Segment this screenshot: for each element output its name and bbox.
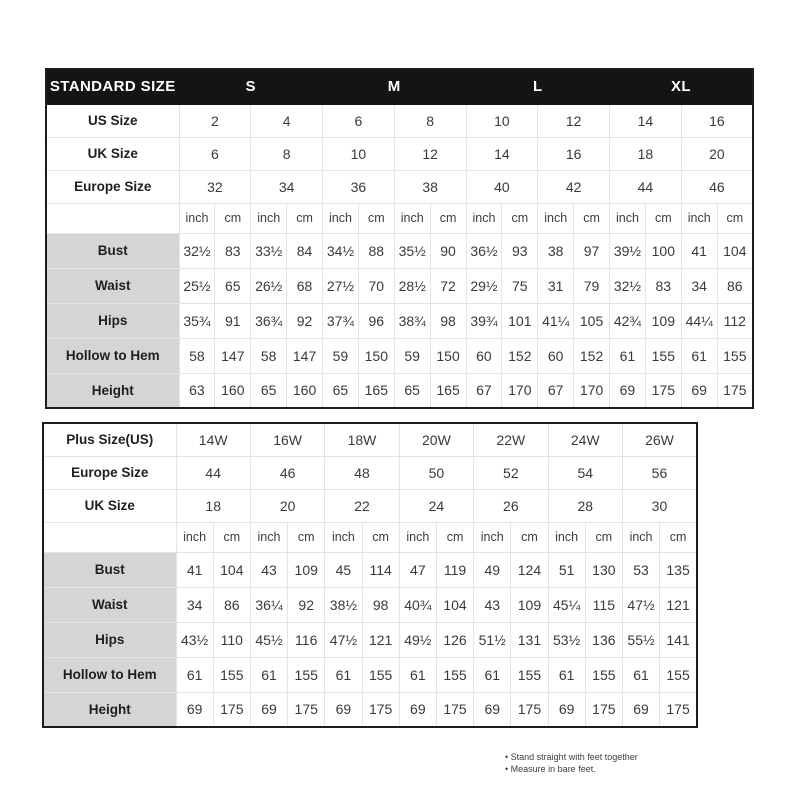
measure-cell: 61 [399, 657, 436, 692]
measure-cell: 175 [362, 692, 399, 727]
size-cell: 32 [179, 170, 251, 203]
measure-cell: 59 [323, 338, 359, 373]
measure-cell: 170 [502, 373, 538, 408]
measure-cell: 38¾ [394, 303, 430, 338]
measure-cell: 147 [215, 338, 251, 373]
measure-cell: 96 [358, 303, 394, 338]
measure-cell: 75 [502, 268, 538, 303]
measure-cell: 58 [251, 338, 287, 373]
unit-cell: inch [610, 203, 646, 233]
measure-cell: 98 [362, 587, 399, 622]
measure-cell: 36¾ [251, 303, 287, 338]
row-label: US Size [46, 104, 179, 137]
row-label: Hips [46, 303, 179, 338]
measure-cell: 58 [179, 338, 215, 373]
size-cell: 14 [466, 137, 538, 170]
size-cell: 24W [548, 423, 622, 456]
measure-cell: 37¾ [323, 303, 359, 338]
measure-cell: 36¼ [250, 587, 287, 622]
measure-cell: 91 [215, 303, 251, 338]
measure-cell: 38½ [325, 587, 362, 622]
row-label: Europe Size [43, 456, 176, 489]
size-row [46, 170, 753, 203]
size-row [46, 104, 753, 137]
unit-cell: cm [660, 522, 697, 552]
size-cell: 48 [325, 456, 399, 489]
measure-cell: 34 [681, 268, 717, 303]
unit-cell: inch [399, 522, 436, 552]
unit-cell: inch [548, 522, 585, 552]
measure-cell: 65 [394, 373, 430, 408]
measure-row [46, 338, 753, 373]
measure-cell: 116 [288, 622, 325, 657]
unit-cell: cm [215, 203, 251, 233]
measure-cell: 35¾ [179, 303, 215, 338]
unit-cell: cm [436, 522, 473, 552]
standard-table-body [46, 69, 753, 408]
measure-cell: 72 [430, 268, 466, 303]
measure-cell: 152 [574, 338, 610, 373]
table-header-row [46, 69, 753, 104]
size-cell: 20W [399, 423, 473, 456]
measure-cell: 119 [436, 552, 473, 587]
size-cell: 46 [681, 170, 753, 203]
size-cell: 4 [251, 104, 323, 137]
measure-row [46, 268, 753, 303]
measure-cell: 155 [660, 657, 697, 692]
size-group-header: M [323, 69, 467, 104]
measure-cell: 155 [511, 657, 548, 692]
measure-cell: 69 [681, 373, 717, 408]
unit-cell: cm [430, 203, 466, 233]
size-row [43, 489, 697, 522]
row-label: UK Size [43, 489, 176, 522]
measure-row [43, 657, 697, 692]
measure-cell: 69 [474, 692, 511, 727]
measure-cell: 61 [681, 338, 717, 373]
measure-cell: 60 [466, 338, 502, 373]
measure-cell: 49½ [399, 622, 436, 657]
size-row [46, 137, 753, 170]
size-cell: 22W [474, 423, 548, 456]
measure-cell: 109 [288, 552, 325, 587]
unit-cell: cm [645, 203, 681, 233]
measure-cell: 61 [325, 657, 362, 692]
measure-cell: 61 [610, 338, 646, 373]
size-cell: 6 [323, 104, 395, 137]
measure-cell: 86 [213, 587, 250, 622]
measure-cell: 27½ [323, 268, 359, 303]
measure-cell: 61 [176, 657, 213, 692]
measure-cell: 121 [362, 622, 399, 657]
measure-cell: 83 [645, 268, 681, 303]
measure-cell: 55½ [622, 622, 659, 657]
measure-cell: 69 [622, 692, 659, 727]
unit-cell: inch [251, 203, 287, 233]
measure-cell: 47½ [325, 622, 362, 657]
measure-cell: 165 [358, 373, 394, 408]
unit-cell: inch [325, 522, 362, 552]
measure-cell: 175 [511, 692, 548, 727]
measure-row [43, 587, 697, 622]
measure-cell: 155 [436, 657, 473, 692]
measure-cell: 175 [213, 692, 250, 727]
measure-cell: 42¾ [610, 303, 646, 338]
row-label: Height [43, 692, 176, 727]
measure-cell: 41 [176, 552, 213, 587]
measure-cell: 35½ [394, 233, 430, 268]
measure-cell: 110 [213, 622, 250, 657]
measure-cell: 152 [502, 338, 538, 373]
size-cell: 16 [538, 137, 610, 170]
measure-row [43, 552, 697, 587]
measure-cell: 155 [288, 657, 325, 692]
measure-cell: 84 [287, 233, 323, 268]
row-label: Hollow to Hem [46, 338, 179, 373]
row-label: UK Size [46, 137, 179, 170]
measure-cell: 61 [474, 657, 511, 692]
measure-cell: 53½ [548, 622, 585, 657]
measure-cell: 175 [717, 373, 753, 408]
measure-cell: 93 [502, 233, 538, 268]
unit-cell: cm [585, 522, 622, 552]
measure-cell: 65 [251, 373, 287, 408]
unit-cell: cm [717, 203, 753, 233]
measure-row [43, 622, 697, 657]
row-label: Hollow to Hem [43, 657, 176, 692]
measure-cell: 45½ [250, 622, 287, 657]
size-cell: 20 [681, 137, 753, 170]
measure-cell: 150 [430, 338, 466, 373]
size-cell: 38 [394, 170, 466, 203]
size-cell: 10 [466, 104, 538, 137]
row-label: Waist [43, 587, 176, 622]
measure-cell: 147 [287, 338, 323, 373]
measure-cell: 51½ [474, 622, 511, 657]
size-cell: 44 [176, 456, 250, 489]
size-cell: 16 [681, 104, 753, 137]
measure-row [46, 373, 753, 408]
measure-cell: 49 [474, 552, 511, 587]
measure-cell: 67 [538, 373, 574, 408]
measure-cell: 175 [436, 692, 473, 727]
measure-cell: 121 [660, 587, 697, 622]
measure-cell: 141 [660, 622, 697, 657]
size-cell: 50 [399, 456, 473, 489]
measure-cell: 100 [645, 233, 681, 268]
measure-cell: 61 [622, 657, 659, 692]
measure-cell: 155 [362, 657, 399, 692]
measure-cell: 105 [574, 303, 610, 338]
measure-cell: 41¼ [538, 303, 574, 338]
measure-cell: 109 [511, 587, 548, 622]
measure-cell: 39¾ [466, 303, 502, 338]
measure-cell: 165 [430, 373, 466, 408]
plus-size-table [42, 422, 698, 728]
row-label: Bust [46, 233, 179, 268]
measurement-notes [505, 751, 638, 775]
measure-cell: 135 [660, 552, 697, 587]
measure-cell: 136 [585, 622, 622, 657]
measure-cell: 38 [538, 233, 574, 268]
size-cell: 54 [548, 456, 622, 489]
measure-cell: 79 [574, 268, 610, 303]
measure-cell: 25½ [179, 268, 215, 303]
measure-row [46, 303, 753, 338]
measure-cell: 28½ [394, 268, 430, 303]
measure-cell: 88 [358, 233, 394, 268]
size-cell: 46 [250, 456, 324, 489]
measure-cell: 69 [610, 373, 646, 408]
size-cell: 24 [399, 489, 473, 522]
measure-cell: 26½ [251, 268, 287, 303]
measure-cell: 83 [215, 233, 251, 268]
measure-cell: 63 [179, 373, 215, 408]
unit-cell: inch [179, 203, 215, 233]
measure-cell: 155 [213, 657, 250, 692]
measure-cell: 31 [538, 268, 574, 303]
measure-cell: 69 [399, 692, 436, 727]
size-cell: 20 [250, 489, 324, 522]
unit-row [46, 203, 753, 233]
measure-cell: 32½ [610, 268, 646, 303]
unit-cell: cm [288, 522, 325, 552]
measure-row [46, 233, 753, 268]
measure-cell: 51 [548, 552, 585, 587]
note-stand-straight: • Stand straight with feet together [505, 751, 638, 763]
row-label: Europe Size [46, 170, 179, 203]
measure-cell: 160 [215, 373, 251, 408]
row-label: Height [46, 373, 179, 408]
measure-cell: 112 [717, 303, 753, 338]
size-cell: 12 [394, 137, 466, 170]
size-cell: 26W [622, 423, 697, 456]
unit-cell: cm [358, 203, 394, 233]
unit-cell: inch [622, 522, 659, 552]
measure-cell: 53 [622, 552, 659, 587]
measure-cell: 175 [288, 692, 325, 727]
size-row [43, 456, 697, 489]
measure-cell: 155 [717, 338, 753, 373]
measure-cell: 109 [645, 303, 681, 338]
measure-cell: 43 [474, 587, 511, 622]
size-cell: 18 [176, 489, 250, 522]
measure-cell: 34½ [323, 233, 359, 268]
size-cell: 8 [251, 137, 323, 170]
measure-cell: 40¾ [399, 587, 436, 622]
unit-cell: cm [511, 522, 548, 552]
size-cell: 40 [466, 170, 538, 203]
size-cell: 14 [610, 104, 682, 137]
measure-cell: 61 [548, 657, 585, 692]
size-cell: 18 [610, 137, 682, 170]
size-row [43, 423, 697, 456]
measure-cell: 29½ [466, 268, 502, 303]
unit-row-spacer [43, 522, 176, 552]
measure-cell: 131 [511, 622, 548, 657]
measure-cell: 65 [323, 373, 359, 408]
measure-cell: 170 [574, 373, 610, 408]
measure-cell: 70 [358, 268, 394, 303]
size-group-header: XL [610, 69, 754, 104]
size-cell: 2 [179, 104, 251, 137]
measure-cell: 69 [250, 692, 287, 727]
size-cell: 28 [548, 489, 622, 522]
size-cell: 12 [538, 104, 610, 137]
table-title: STANDARD SIZE [46, 69, 179, 104]
measure-cell: 101 [502, 303, 538, 338]
measure-cell: 61 [250, 657, 287, 692]
size-cell: 22 [325, 489, 399, 522]
size-cell: 52 [474, 456, 548, 489]
size-cell: 56 [622, 456, 697, 489]
measure-cell: 69 [325, 692, 362, 727]
unit-cell: inch [250, 522, 287, 552]
unit-cell: cm [287, 203, 323, 233]
measure-cell: 175 [660, 692, 697, 727]
unit-cell: inch [323, 203, 359, 233]
measure-cell: 65 [215, 268, 251, 303]
measure-cell: 69 [548, 692, 585, 727]
unit-cell: cm [362, 522, 399, 552]
measure-cell: 86 [717, 268, 753, 303]
measure-cell: 104 [436, 587, 473, 622]
unit-row [43, 522, 697, 552]
measure-row [43, 692, 697, 727]
size-cell: 6 [179, 137, 251, 170]
measure-cell: 97 [574, 233, 610, 268]
measure-cell: 41 [681, 233, 717, 268]
measure-cell: 115 [585, 587, 622, 622]
size-cell: 26 [474, 489, 548, 522]
measure-cell: 45 [325, 552, 362, 587]
measure-cell: 32½ [179, 233, 215, 268]
measure-cell: 155 [585, 657, 622, 692]
measure-cell: 104 [717, 233, 753, 268]
row-label: Waist [46, 268, 179, 303]
size-cell: 10 [323, 137, 395, 170]
measure-cell: 124 [511, 552, 548, 587]
size-cell: 44 [610, 170, 682, 203]
measure-cell: 39½ [610, 233, 646, 268]
measure-cell: 47 [399, 552, 436, 587]
measure-cell: 155 [645, 338, 681, 373]
row-label: Hips [43, 622, 176, 657]
measure-cell: 92 [287, 303, 323, 338]
measure-cell: 44¼ [681, 303, 717, 338]
size-cell: 30 [622, 489, 697, 522]
measure-cell: 126 [436, 622, 473, 657]
measure-cell: 92 [288, 587, 325, 622]
standard-size-table [45, 68, 754, 409]
note-bare-feet: • Measure in bare feet. [505, 763, 638, 775]
unit-cell: inch [394, 203, 430, 233]
size-cell: 16W [250, 423, 324, 456]
unit-cell: cm [574, 203, 610, 233]
measure-cell: 45¼ [548, 587, 585, 622]
measure-cell: 175 [585, 692, 622, 727]
size-cell: 8 [394, 104, 466, 137]
unit-cell: cm [502, 203, 538, 233]
measure-cell: 98 [430, 303, 466, 338]
measure-cell: 60 [538, 338, 574, 373]
measure-cell: 160 [287, 373, 323, 408]
unit-cell: inch [681, 203, 717, 233]
measure-cell: 130 [585, 552, 622, 587]
measure-cell: 175 [645, 373, 681, 408]
measure-cell: 104 [213, 552, 250, 587]
unit-cell: cm [213, 522, 250, 552]
size-cell: 42 [538, 170, 610, 203]
row-label: Bust [43, 552, 176, 587]
unit-cell: inch [176, 522, 213, 552]
measure-cell: 34 [176, 587, 213, 622]
unit-cell: inch [538, 203, 574, 233]
measure-cell: 47½ [622, 587, 659, 622]
measure-cell: 36½ [466, 233, 502, 268]
unit-cell: inch [474, 522, 511, 552]
size-cell: 14W [176, 423, 250, 456]
size-group-header: S [179, 69, 323, 104]
measure-cell: 33½ [251, 233, 287, 268]
measure-cell: 150 [358, 338, 394, 373]
measure-cell: 43 [250, 552, 287, 587]
measure-cell: 68 [287, 268, 323, 303]
row-label: Plus Size(US) [43, 423, 176, 456]
size-cell: 18W [325, 423, 399, 456]
unit-row-spacer [46, 203, 179, 233]
measure-cell: 43½ [176, 622, 213, 657]
measure-cell: 67 [466, 373, 502, 408]
unit-cell: inch [466, 203, 502, 233]
size-cell: 36 [323, 170, 395, 203]
size-group-header: L [466, 69, 610, 104]
measure-cell: 90 [430, 233, 466, 268]
measure-cell: 59 [394, 338, 430, 373]
measure-cell: 69 [176, 692, 213, 727]
measure-cell: 114 [362, 552, 399, 587]
plus-table-body [43, 423, 697, 727]
size-cell: 34 [251, 170, 323, 203]
